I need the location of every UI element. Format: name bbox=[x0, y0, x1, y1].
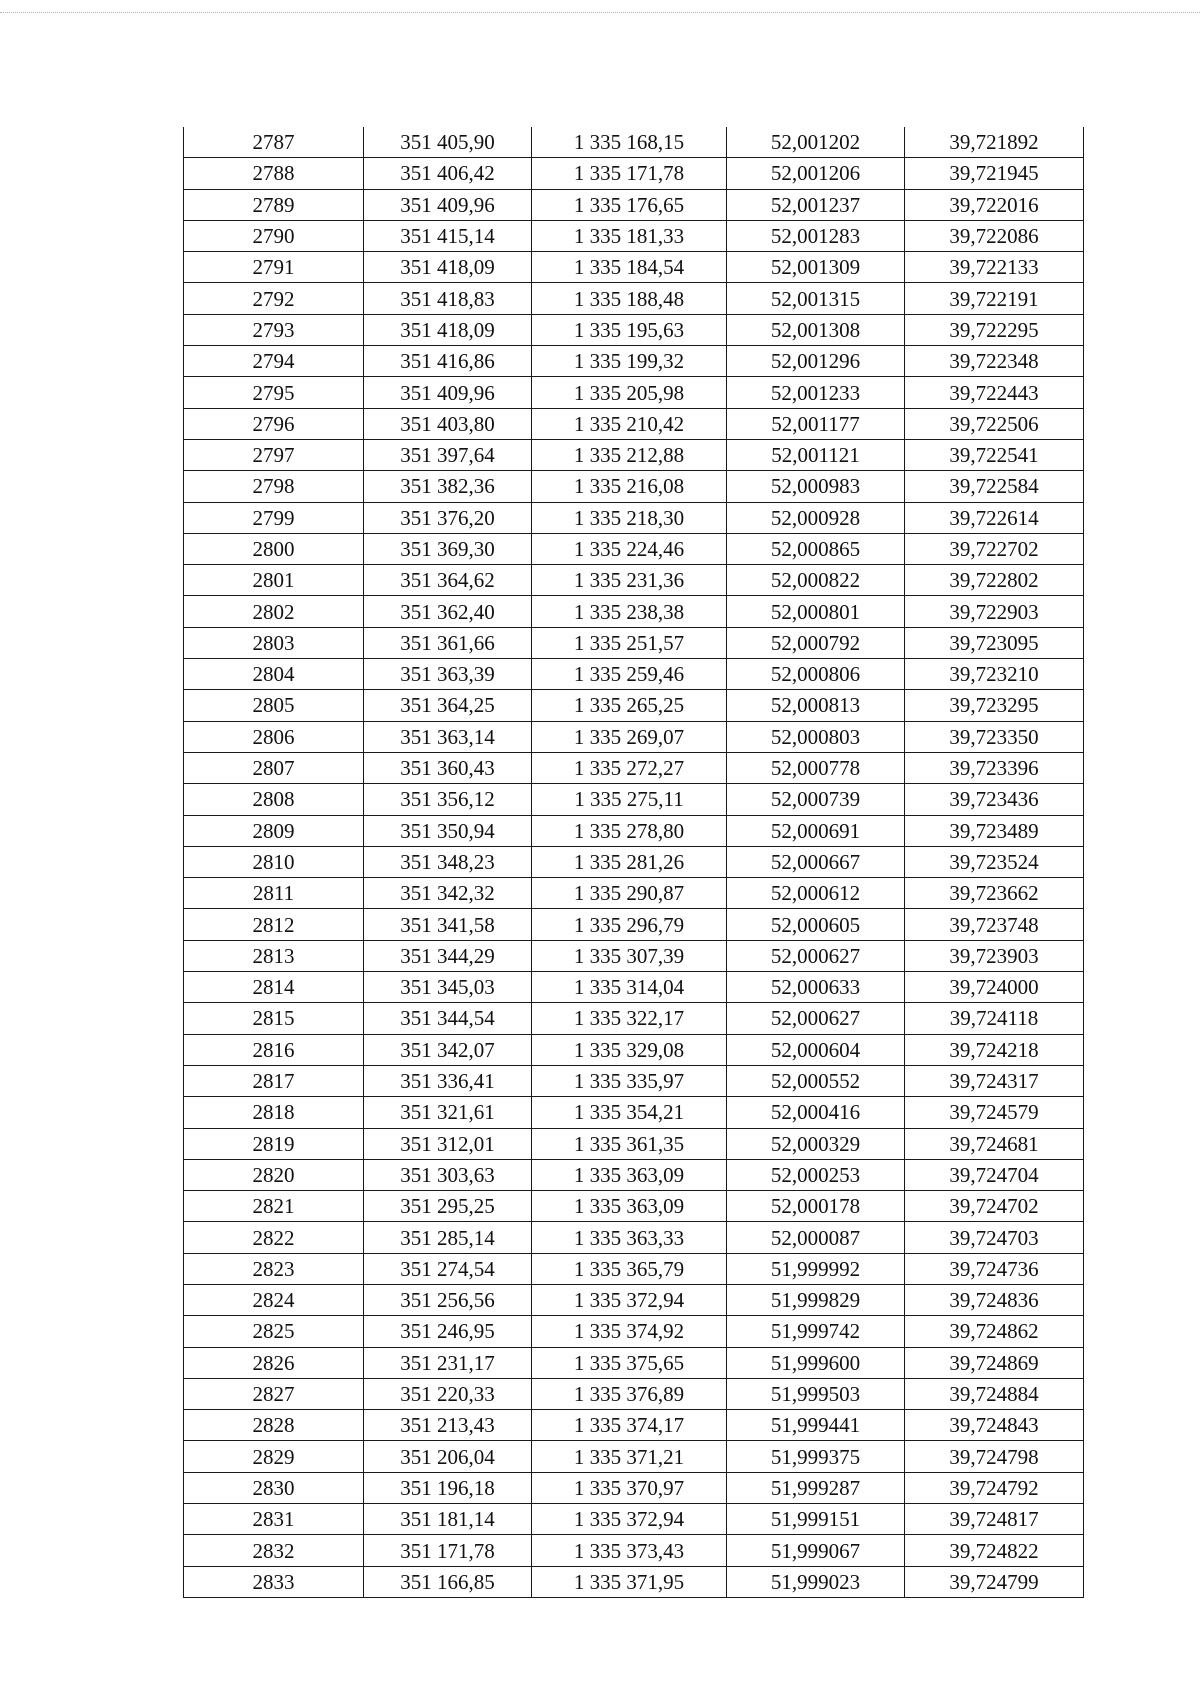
table-row bbox=[184, 721, 1084, 752]
longitude-cell: 39,724862 bbox=[905, 1316, 1084, 1347]
latitude-cell: 52,000865 bbox=[727, 533, 905, 564]
x-coordinate-cell: 351 344,54 bbox=[364, 1003, 532, 1034]
y-coordinate-cell: 1 335 176,65 bbox=[532, 189, 727, 220]
latitude-cell: 52,000612 bbox=[727, 878, 905, 909]
point-number-cell: 2818 bbox=[184, 1097, 364, 1128]
x-coordinate-cell: 351 336,41 bbox=[364, 1065, 532, 1096]
longitude-cell: 39,723662 bbox=[905, 878, 1084, 909]
table-row bbox=[184, 220, 1084, 251]
x-coordinate-cell: 351 181,14 bbox=[364, 1504, 532, 1535]
y-coordinate-cell: 1 335 269,07 bbox=[532, 721, 727, 752]
longitude-cell: 39,722191 bbox=[905, 283, 1084, 314]
y-coordinate-cell: 1 335 224,46 bbox=[532, 533, 727, 564]
latitude-cell: 51,999600 bbox=[727, 1347, 905, 1378]
table-row bbox=[184, 439, 1084, 470]
longitude-cell: 39,722506 bbox=[905, 408, 1084, 439]
latitude-cell: 51,999375 bbox=[727, 1441, 905, 1472]
latitude-cell: 51,999151 bbox=[727, 1504, 905, 1535]
latitude-cell: 52,001283 bbox=[727, 220, 905, 251]
y-coordinate-cell: 1 335 290,87 bbox=[532, 878, 727, 909]
longitude-cell: 39,723489 bbox=[905, 815, 1084, 846]
x-coordinate-cell: 351 213,43 bbox=[364, 1410, 532, 1441]
x-coordinate-cell: 351 409,96 bbox=[364, 377, 532, 408]
latitude-cell: 52,000627 bbox=[727, 1003, 905, 1034]
table-row bbox=[184, 1316, 1084, 1347]
y-coordinate-cell: 1 335 314,04 bbox=[532, 972, 727, 1003]
point-number-cell: 2813 bbox=[184, 940, 364, 971]
latitude-cell: 51,999287 bbox=[727, 1472, 905, 1503]
table-row bbox=[184, 627, 1084, 658]
latitude-cell: 52,000691 bbox=[727, 815, 905, 846]
table-row bbox=[184, 471, 1084, 502]
latitude-cell: 52,001315 bbox=[727, 283, 905, 314]
point-number-cell: 2823 bbox=[184, 1253, 364, 1284]
latitude-cell: 52,000667 bbox=[727, 846, 905, 877]
x-coordinate-cell: 351 418,09 bbox=[364, 252, 532, 283]
y-coordinate-cell: 1 335 278,80 bbox=[532, 815, 727, 846]
y-coordinate-cell: 1 335 363,33 bbox=[532, 1222, 727, 1253]
longitude-cell: 39,722133 bbox=[905, 252, 1084, 283]
x-coordinate-cell: 351 345,03 bbox=[364, 972, 532, 1003]
longitude-cell: 39,724822 bbox=[905, 1535, 1084, 1566]
x-coordinate-cell: 351 360,43 bbox=[364, 752, 532, 783]
y-coordinate-cell: 1 335 259,46 bbox=[532, 659, 727, 690]
latitude-cell: 52,000806 bbox=[727, 659, 905, 690]
x-coordinate-cell: 351 415,14 bbox=[364, 220, 532, 251]
point-number-cell: 2793 bbox=[184, 314, 364, 345]
x-coordinate-cell: 351 321,61 bbox=[364, 1097, 532, 1128]
table-row bbox=[184, 972, 1084, 1003]
point-number-cell: 2816 bbox=[184, 1034, 364, 1065]
y-coordinate-cell: 1 335 184,54 bbox=[532, 252, 727, 283]
longitude-cell: 39,724843 bbox=[905, 1410, 1084, 1441]
x-coordinate-cell: 351 312,01 bbox=[364, 1128, 532, 1159]
longitude-cell: 39,724836 bbox=[905, 1284, 1084, 1315]
longitude-cell: 39,722614 bbox=[905, 502, 1084, 533]
x-coordinate-cell: 351 397,64 bbox=[364, 439, 532, 470]
point-number-cell: 2814 bbox=[184, 972, 364, 1003]
longitude-cell: 39,724703 bbox=[905, 1222, 1084, 1253]
point-number-cell: 2789 bbox=[184, 189, 364, 220]
x-coordinate-cell: 351 171,78 bbox=[364, 1535, 532, 1566]
latitude-cell: 52,001296 bbox=[727, 346, 905, 377]
table-row bbox=[184, 1253, 1084, 1284]
y-coordinate-cell: 1 335 251,57 bbox=[532, 627, 727, 658]
longitude-cell: 39,722702 bbox=[905, 533, 1084, 564]
longitude-cell: 39,724869 bbox=[905, 1347, 1084, 1378]
x-coordinate-cell: 351 364,25 bbox=[364, 690, 532, 721]
point-number-cell: 2825 bbox=[184, 1316, 364, 1347]
table-row bbox=[184, 1504, 1084, 1535]
x-coordinate-cell: 351 369,30 bbox=[364, 533, 532, 564]
longitude-cell: 39,723436 bbox=[905, 784, 1084, 815]
y-coordinate-cell: 1 335 296,79 bbox=[532, 909, 727, 940]
latitude-cell: 52,000552 bbox=[727, 1065, 905, 1096]
x-coordinate-cell: 351 295,25 bbox=[364, 1191, 532, 1222]
y-coordinate-cell: 1 335 238,38 bbox=[532, 596, 727, 627]
y-coordinate-cell: 1 335 372,94 bbox=[532, 1504, 727, 1535]
point-number-cell: 2808 bbox=[184, 784, 364, 815]
point-number-cell: 2828 bbox=[184, 1410, 364, 1441]
point-number-cell: 2809 bbox=[184, 815, 364, 846]
longitude-cell: 39,722903 bbox=[905, 596, 1084, 627]
latitude-cell: 51,999992 bbox=[727, 1253, 905, 1284]
y-coordinate-cell: 1 335 181,33 bbox=[532, 220, 727, 251]
table-row bbox=[184, 596, 1084, 627]
latitude-cell: 52,001202 bbox=[727, 127, 905, 158]
y-coordinate-cell: 1 335 373,43 bbox=[532, 1535, 727, 1566]
point-number-cell: 2815 bbox=[184, 1003, 364, 1034]
table-row bbox=[184, 659, 1084, 690]
y-coordinate-cell: 1 335 212,88 bbox=[532, 439, 727, 470]
y-coordinate-cell: 1 335 171,78 bbox=[532, 158, 727, 189]
x-coordinate-cell: 351 166,85 bbox=[364, 1566, 532, 1597]
table-row bbox=[184, 1034, 1084, 1065]
longitude-cell: 39,724317 bbox=[905, 1065, 1084, 1096]
table-row bbox=[184, 252, 1084, 283]
table-row bbox=[184, 846, 1084, 877]
latitude-cell: 52,000329 bbox=[727, 1128, 905, 1159]
table-row bbox=[184, 565, 1084, 596]
latitude-cell: 51,999441 bbox=[727, 1410, 905, 1441]
point-number-cell: 2827 bbox=[184, 1378, 364, 1409]
table-row bbox=[184, 940, 1084, 971]
longitude-cell: 39,721945 bbox=[905, 158, 1084, 189]
table-row bbox=[184, 158, 1084, 189]
latitude-cell: 52,000253 bbox=[727, 1159, 905, 1190]
longitude-cell: 39,722802 bbox=[905, 565, 1084, 596]
longitude-cell: 39,724792 bbox=[905, 1472, 1084, 1503]
latitude-cell: 52,000633 bbox=[727, 972, 905, 1003]
latitude-cell: 52,000983 bbox=[727, 471, 905, 502]
latitude-cell: 52,000778 bbox=[727, 752, 905, 783]
point-number-cell: 2800 bbox=[184, 533, 364, 564]
point-number-cell: 2812 bbox=[184, 909, 364, 940]
longitude-cell: 39,723095 bbox=[905, 627, 1084, 658]
table-row bbox=[184, 314, 1084, 345]
x-coordinate-cell: 351 348,23 bbox=[364, 846, 532, 877]
longitude-cell: 39,722348 bbox=[905, 346, 1084, 377]
longitude-cell: 39,724798 bbox=[905, 1441, 1084, 1472]
table-row bbox=[184, 502, 1084, 533]
y-coordinate-cell: 1 335 272,27 bbox=[532, 752, 727, 783]
table-row bbox=[184, 283, 1084, 314]
x-coordinate-cell: 351 416,86 bbox=[364, 346, 532, 377]
table-row bbox=[184, 1222, 1084, 1253]
point-number-cell: 2794 bbox=[184, 346, 364, 377]
page-top-rule bbox=[0, 12, 1200, 13]
x-coordinate-cell: 351 341,58 bbox=[364, 909, 532, 940]
point-number-cell: 2833 bbox=[184, 1566, 364, 1597]
longitude-cell: 39,723210 bbox=[905, 659, 1084, 690]
latitude-cell: 51,999742 bbox=[727, 1316, 905, 1347]
x-coordinate-cell: 351 220,33 bbox=[364, 1378, 532, 1409]
point-number-cell: 2803 bbox=[184, 627, 364, 658]
x-coordinate-cell: 351 256,56 bbox=[364, 1284, 532, 1315]
table-row bbox=[184, 533, 1084, 564]
y-coordinate-cell: 1 335 376,89 bbox=[532, 1378, 727, 1409]
y-coordinate-cell: 1 335 371,21 bbox=[532, 1441, 727, 1472]
point-number-cell: 2804 bbox=[184, 659, 364, 690]
x-coordinate-cell: 351 231,17 bbox=[364, 1347, 532, 1378]
latitude-cell: 52,001237 bbox=[727, 189, 905, 220]
x-coordinate-cell: 351 406,42 bbox=[364, 158, 532, 189]
x-coordinate-cell: 351 403,80 bbox=[364, 408, 532, 439]
y-coordinate-cell: 1 335 363,09 bbox=[532, 1191, 727, 1222]
point-number-cell: 2805 bbox=[184, 690, 364, 721]
x-coordinate-cell: 351 303,63 bbox=[364, 1159, 532, 1190]
table-row bbox=[184, 1191, 1084, 1222]
y-coordinate-cell: 1 335 371,95 bbox=[532, 1566, 727, 1597]
longitude-cell: 39,722295 bbox=[905, 314, 1084, 345]
x-coordinate-cell: 351 363,39 bbox=[364, 659, 532, 690]
longitude-cell: 39,723524 bbox=[905, 846, 1084, 877]
y-coordinate-cell: 1 335 335,97 bbox=[532, 1065, 727, 1096]
longitude-cell: 39,724799 bbox=[905, 1566, 1084, 1597]
point-number-cell: 2826 bbox=[184, 1347, 364, 1378]
latitude-cell: 52,001121 bbox=[727, 439, 905, 470]
table-row bbox=[184, 189, 1084, 220]
longitude-cell: 39,724736 bbox=[905, 1253, 1084, 1284]
y-coordinate-cell: 1 335 210,42 bbox=[532, 408, 727, 439]
x-coordinate-cell: 351 274,54 bbox=[364, 1253, 532, 1284]
y-coordinate-cell: 1 335 365,79 bbox=[532, 1253, 727, 1284]
longitude-cell: 39,724884 bbox=[905, 1378, 1084, 1409]
y-coordinate-cell: 1 335 195,63 bbox=[532, 314, 727, 345]
point-number-cell: 2822 bbox=[184, 1222, 364, 1253]
point-number-cell: 2820 bbox=[184, 1159, 364, 1190]
y-coordinate-cell: 1 335 307,39 bbox=[532, 940, 727, 971]
point-number-cell: 2817 bbox=[184, 1065, 364, 1096]
y-coordinate-cell: 1 335 218,30 bbox=[532, 502, 727, 533]
point-number-cell: 2801 bbox=[184, 565, 364, 596]
latitude-cell: 52,001233 bbox=[727, 377, 905, 408]
table-row bbox=[184, 1566, 1084, 1597]
point-number-cell: 2832 bbox=[184, 1535, 364, 1566]
table-row bbox=[184, 1097, 1084, 1128]
longitude-cell: 39,724704 bbox=[905, 1159, 1084, 1190]
longitude-cell: 39,724817 bbox=[905, 1504, 1084, 1535]
latitude-cell: 52,000801 bbox=[727, 596, 905, 627]
latitude-cell: 52,000739 bbox=[727, 784, 905, 815]
table-row bbox=[184, 690, 1084, 721]
point-number-cell: 2824 bbox=[184, 1284, 364, 1315]
latitude-cell: 51,999023 bbox=[727, 1566, 905, 1597]
longitude-cell: 39,724218 bbox=[905, 1034, 1084, 1065]
x-coordinate-cell: 351 362,40 bbox=[364, 596, 532, 627]
longitude-cell: 39,723350 bbox=[905, 721, 1084, 752]
x-coordinate-cell: 351 405,90 bbox=[364, 127, 532, 158]
point-number-cell: 2802 bbox=[184, 596, 364, 627]
y-coordinate-cell: 1 335 374,17 bbox=[532, 1410, 727, 1441]
longitude-cell: 39,722584 bbox=[905, 471, 1084, 502]
longitude-cell: 39,724118 bbox=[905, 1003, 1084, 1034]
y-coordinate-cell: 1 335 168,15 bbox=[532, 127, 727, 158]
point-number-cell: 2799 bbox=[184, 502, 364, 533]
point-number-cell: 2811 bbox=[184, 878, 364, 909]
table-row bbox=[184, 909, 1084, 940]
table-row bbox=[184, 1284, 1084, 1315]
latitude-cell: 52,001308 bbox=[727, 314, 905, 345]
x-coordinate-cell: 351 344,29 bbox=[364, 940, 532, 971]
y-coordinate-cell: 1 335 231,36 bbox=[532, 565, 727, 596]
point-number-cell: 2791 bbox=[184, 252, 364, 283]
latitude-cell: 51,999829 bbox=[727, 1284, 905, 1315]
y-coordinate-cell: 1 335 199,32 bbox=[532, 346, 727, 377]
point-number-cell: 2798 bbox=[184, 471, 364, 502]
point-number-cell: 2788 bbox=[184, 158, 364, 189]
latitude-cell: 52,000416 bbox=[727, 1097, 905, 1128]
x-coordinate-cell: 351 342,07 bbox=[364, 1034, 532, 1065]
latitude-cell: 52,000803 bbox=[727, 721, 905, 752]
longitude-cell: 39,722443 bbox=[905, 377, 1084, 408]
x-coordinate-cell: 351 285,14 bbox=[364, 1222, 532, 1253]
point-number-cell: 2831 bbox=[184, 1504, 364, 1535]
y-coordinate-cell: 1 335 372,94 bbox=[532, 1284, 727, 1315]
latitude-cell: 52,000822 bbox=[727, 565, 905, 596]
table-row bbox=[184, 1535, 1084, 1566]
longitude-cell: 39,724681 bbox=[905, 1128, 1084, 1159]
latitude-cell: 52,000087 bbox=[727, 1222, 905, 1253]
x-coordinate-cell: 351 206,04 bbox=[364, 1441, 532, 1472]
y-coordinate-cell: 1 335 361,35 bbox=[532, 1128, 727, 1159]
table-row bbox=[184, 346, 1084, 377]
point-number-cell: 2795 bbox=[184, 377, 364, 408]
x-coordinate-cell: 351 342,32 bbox=[364, 878, 532, 909]
latitude-cell: 52,000792 bbox=[727, 627, 905, 658]
table-row bbox=[184, 1472, 1084, 1503]
point-number-cell: 2806 bbox=[184, 721, 364, 752]
longitude-cell: 39,723295 bbox=[905, 690, 1084, 721]
longitude-cell: 39,722016 bbox=[905, 189, 1084, 220]
x-coordinate-cell: 351 364,62 bbox=[364, 565, 532, 596]
point-number-cell: 2796 bbox=[184, 408, 364, 439]
table-row bbox=[184, 1159, 1084, 1190]
coordinates-table-body bbox=[184, 127, 1084, 1597]
x-coordinate-cell: 351 246,95 bbox=[364, 1316, 532, 1347]
table-row bbox=[184, 1003, 1084, 1034]
latitude-cell: 51,999067 bbox=[727, 1535, 905, 1566]
table-row bbox=[184, 127, 1084, 158]
x-coordinate-cell: 351 356,12 bbox=[364, 784, 532, 815]
x-coordinate-cell: 351 196,18 bbox=[364, 1472, 532, 1503]
table-row bbox=[184, 878, 1084, 909]
table-row bbox=[184, 784, 1084, 815]
point-number-cell: 2787 bbox=[184, 127, 364, 158]
point-number-cell: 2810 bbox=[184, 846, 364, 877]
table-row bbox=[184, 377, 1084, 408]
table-row bbox=[184, 1441, 1084, 1472]
table-row bbox=[184, 815, 1084, 846]
latitude-cell: 52,000813 bbox=[727, 690, 905, 721]
x-coordinate-cell: 351 418,09 bbox=[364, 314, 532, 345]
point-number-cell: 2829 bbox=[184, 1441, 364, 1472]
y-coordinate-cell: 1 335 265,25 bbox=[532, 690, 727, 721]
y-coordinate-cell: 1 335 281,26 bbox=[532, 846, 727, 877]
x-coordinate-cell: 351 363,14 bbox=[364, 721, 532, 752]
x-coordinate-cell: 351 376,20 bbox=[364, 502, 532, 533]
y-coordinate-cell: 1 335 375,65 bbox=[532, 1347, 727, 1378]
longitude-cell: 39,723748 bbox=[905, 909, 1084, 940]
table-row bbox=[184, 1128, 1084, 1159]
y-coordinate-cell: 1 335 216,08 bbox=[532, 471, 727, 502]
table-row bbox=[184, 1410, 1084, 1441]
point-number-cell: 2819 bbox=[184, 1128, 364, 1159]
coordinates-table bbox=[183, 127, 1084, 1598]
point-number-cell: 2790 bbox=[184, 220, 364, 251]
y-coordinate-cell: 1 335 354,21 bbox=[532, 1097, 727, 1128]
longitude-cell: 39,724702 bbox=[905, 1191, 1084, 1222]
x-coordinate-cell: 351 382,36 bbox=[364, 471, 532, 502]
y-coordinate-cell: 1 335 322,17 bbox=[532, 1003, 727, 1034]
y-coordinate-cell: 1 335 329,08 bbox=[532, 1034, 727, 1065]
point-number-cell: 2821 bbox=[184, 1191, 364, 1222]
point-number-cell: 2797 bbox=[184, 439, 364, 470]
latitude-cell: 52,000928 bbox=[727, 502, 905, 533]
y-coordinate-cell: 1 335 363,09 bbox=[532, 1159, 727, 1190]
x-coordinate-cell: 351 361,66 bbox=[364, 627, 532, 658]
latitude-cell: 52,001177 bbox=[727, 408, 905, 439]
longitude-cell: 39,723903 bbox=[905, 940, 1084, 971]
latitude-cell: 52,001309 bbox=[727, 252, 905, 283]
longitude-cell: 39,724579 bbox=[905, 1097, 1084, 1128]
latitude-cell: 52,000178 bbox=[727, 1191, 905, 1222]
x-coordinate-cell: 351 350,94 bbox=[364, 815, 532, 846]
table-row bbox=[184, 408, 1084, 439]
longitude-cell: 39,724000 bbox=[905, 972, 1084, 1003]
latitude-cell: 52,000605 bbox=[727, 909, 905, 940]
table-row bbox=[184, 1065, 1084, 1096]
latitude-cell: 51,999503 bbox=[727, 1378, 905, 1409]
y-coordinate-cell: 1 335 188,48 bbox=[532, 283, 727, 314]
point-number-cell: 2807 bbox=[184, 752, 364, 783]
point-number-cell: 2830 bbox=[184, 1472, 364, 1503]
y-coordinate-cell: 1 335 275,11 bbox=[532, 784, 727, 815]
table-row bbox=[184, 752, 1084, 783]
x-coordinate-cell: 351 418,83 bbox=[364, 283, 532, 314]
y-coordinate-cell: 1 335 370,97 bbox=[532, 1472, 727, 1503]
y-coordinate-cell: 1 335 205,98 bbox=[532, 377, 727, 408]
longitude-cell: 39,721892 bbox=[905, 127, 1084, 158]
longitude-cell: 39,722086 bbox=[905, 220, 1084, 251]
x-coordinate-cell: 351 409,96 bbox=[364, 189, 532, 220]
latitude-cell: 52,000627 bbox=[727, 940, 905, 971]
latitude-cell: 52,001206 bbox=[727, 158, 905, 189]
table-row bbox=[184, 1347, 1084, 1378]
point-number-cell: 2792 bbox=[184, 283, 364, 314]
longitude-cell: 39,723396 bbox=[905, 752, 1084, 783]
table-row bbox=[184, 1378, 1084, 1409]
y-coordinate-cell: 1 335 374,92 bbox=[532, 1316, 727, 1347]
latitude-cell: 52,000604 bbox=[727, 1034, 905, 1065]
longitude-cell: 39,722541 bbox=[905, 439, 1084, 470]
